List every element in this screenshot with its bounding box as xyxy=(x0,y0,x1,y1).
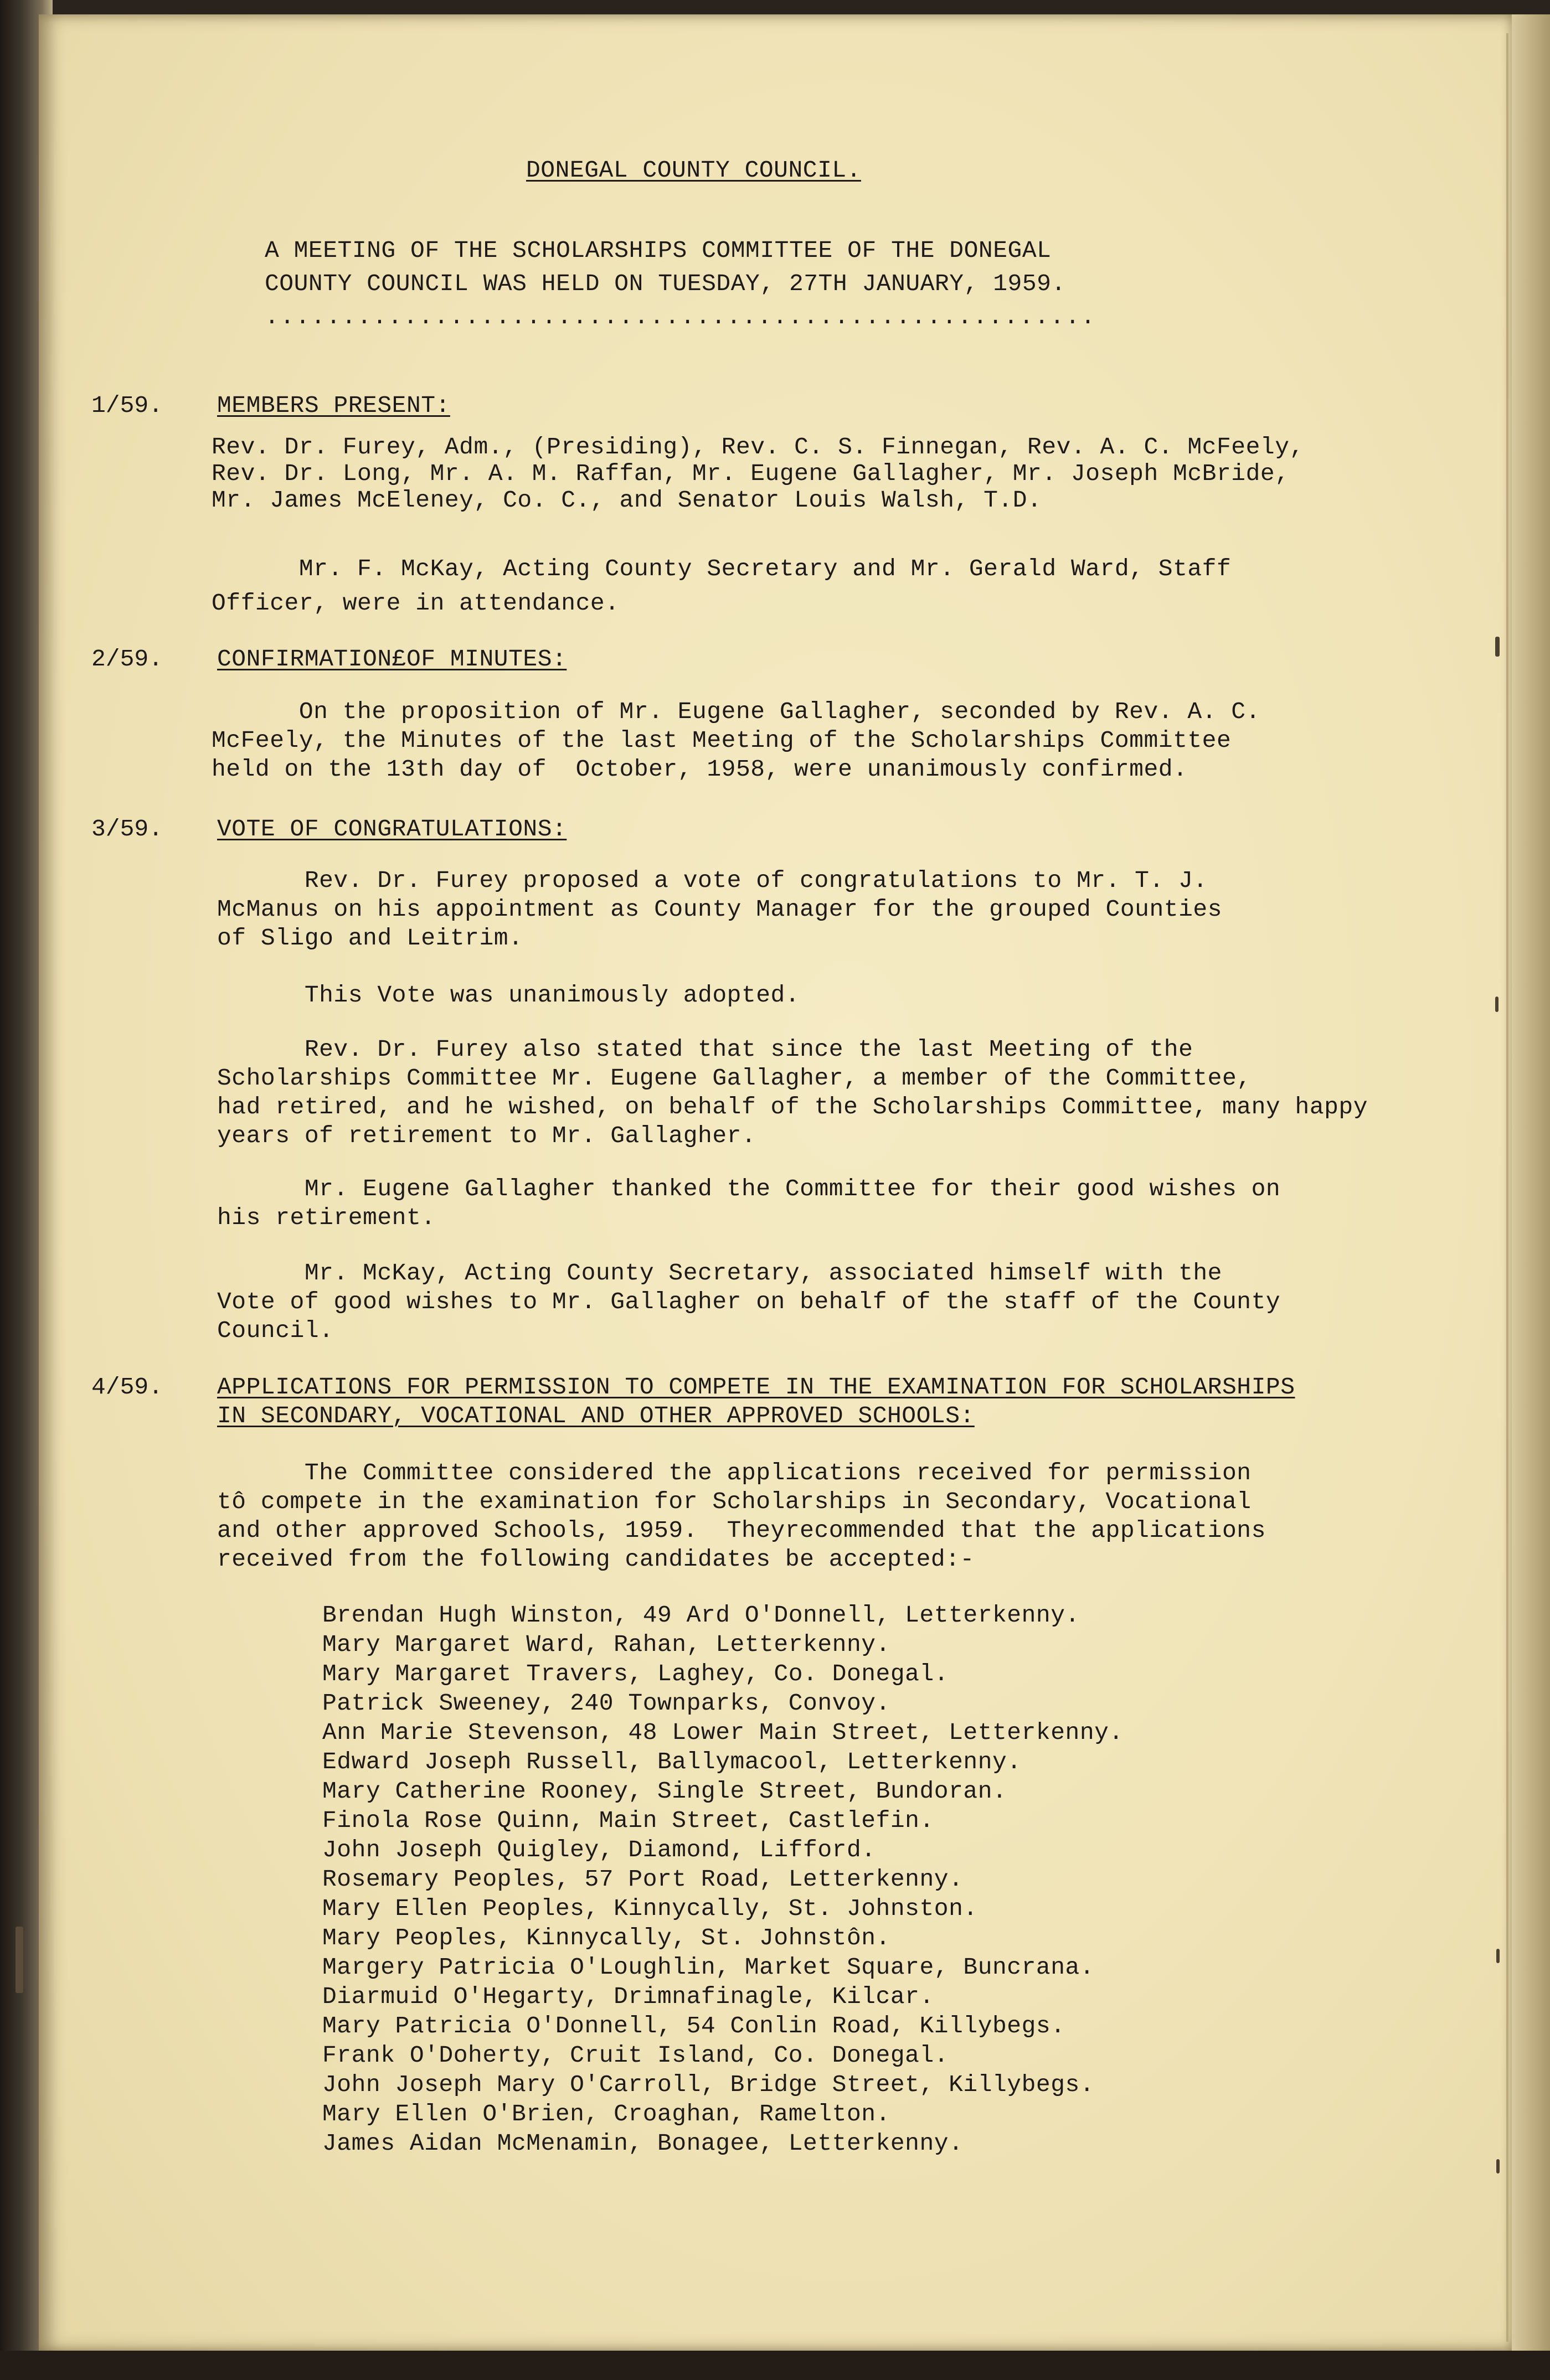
candidate-entry: Mary Patricia O'Donnell, 54 Conlin Road, Killybegs. xyxy=(322,2012,1065,2040)
page-stack-edge xyxy=(1512,14,1550,2351)
binding-mark xyxy=(16,1927,23,1993)
item-text-line: Rev. Dr. Furey, Adm., (Presiding), Rev. C. S. Finnegan, Rev. A. C. McFeely, xyxy=(212,433,1304,461)
item-text-line: his retirement. xyxy=(217,1204,436,1231)
candidate-entry: John Joseph Quigley, Diamond, Lifford. xyxy=(322,1836,876,1863)
item-text-line: Council. xyxy=(217,1317,334,1344)
candidate-entry: Mary Margaret Travers, Laghey, Co. Donegal. xyxy=(322,1660,949,1687)
page-edge-line xyxy=(1506,33,1508,2342)
item-text-line: years of retirement to Mr. Gallagher. xyxy=(217,1122,756,1149)
item-text-line: McFeely, the Minutes of the last Meeting of the Scholarships Committee xyxy=(212,727,1232,754)
candidate-entry: Margery Patricia O'Loughlin, Market Square, Buncrana. xyxy=(322,1954,1095,1981)
item-number: 4/59. xyxy=(91,1374,163,1401)
item-text-line: Scholarships Committee Mr. Eugene Gallagher, a member of the Committee, xyxy=(217,1065,1252,1092)
candidate-entry: Mary Ellen O'Brien, Croaghan, Ramelton. xyxy=(322,2100,890,2128)
item-text-line: of Sligo and Leitrim. xyxy=(217,925,523,952)
intro-line-2: COUNTY COUNCIL WAS HELD ON TUESDAY, 27TH JANUARY, 1959. xyxy=(265,270,1066,297)
candidate-entry: James Aidan McMenamin, Bonagee, Letterkenny. xyxy=(322,2130,964,2157)
candidate-entry: Edward Joseph Russell, Ballymacool, Letterkenny. xyxy=(322,1748,1022,1775)
candidate-entry: Diarmuid O'Hegarty, Drimnafinagle, Kilcar. xyxy=(322,1983,934,2010)
item-text-line: tô compete in the examination for Scholarships in Secondary, Vocational xyxy=(217,1488,1252,1515)
item-heading-line: APPLICATIONS FOR PERMISSION TO COMPETE IN THE EXAMINATION FOR SCHOLARSHIPS xyxy=(217,1374,1295,1401)
item-text-line: received from the following candidates be accepted:- xyxy=(217,1546,975,1573)
candidate-entry: Mary Catherine Rooney, Single Street, Bundoran. xyxy=(322,1778,1007,1805)
margin-mark xyxy=(1496,2159,1500,2174)
item-text-line: held on the 13th day of October, 1958, were unanimously confirmed. xyxy=(212,756,1188,783)
item-number: 2/59. xyxy=(91,646,163,673)
bottom-shadow xyxy=(0,2351,1550,2380)
candidate-entry: Brendan Hugh Winston, 49 Ard O'Donnell, Letterkenny. xyxy=(322,1602,1080,1629)
item-text-line: On the proposition of Mr. Eugene Gallagher, seconded by Rev. A. C. xyxy=(212,698,1260,725)
item-heading-line: IN SECONDARY, VOCATIONAL AND OTHER APPROVED SCHOOLS: xyxy=(217,1402,975,1429)
item-text-line: This Vote was unanimously adopted. xyxy=(217,982,800,1009)
candidate-entry: Mary Margaret Ward, Rahan, Letterkenny. xyxy=(322,1631,890,1658)
item-number: 1/59. xyxy=(91,392,163,419)
item-text-line: Officer, were in attendance. xyxy=(212,590,620,617)
item-heading: MEMBERS PRESENT: xyxy=(217,392,450,419)
margin-mark xyxy=(1495,997,1498,1012)
item-text-line: Rev. Dr. Long, Mr. A. M. Raffan, Mr. Eugene Gallagher, Mr. Joseph McBride, xyxy=(212,460,1290,487)
dotted-separator: ...................................................... xyxy=(265,303,1096,331)
candidate-entry: Rosemary Peoples, 57 Port Road, Letterkenny. xyxy=(322,1866,964,1893)
margin-mark xyxy=(1495,637,1500,657)
item-text-line: and other approved Schools, 1959. Theyrecommended that the applications xyxy=(217,1517,1266,1544)
item-text-line: McManus on his appointment as County Manager for the grouped Counties xyxy=(217,896,1222,923)
item-text-line: Rev. Dr. Furey also stated that since the last Meeting of the xyxy=(217,1036,1193,1063)
candidate-entry: John Joseph Mary O'Carroll, Bridge Street, Killybegs. xyxy=(322,2071,1095,2098)
item-number: 3/59. xyxy=(91,815,163,843)
candidate-entry: Ann Marie Stevenson, 48 Lower Main Street, Letterkenny. xyxy=(322,1719,1124,1746)
candidate-entry: Mary Peoples, Kinnycally, St. Johnstôn. xyxy=(322,1924,890,1952)
candidate-entry: Finola Rose Quinn, Main Street, Castlefin. xyxy=(322,1807,934,1834)
item-text-line: Mr. McKay, Acting County Secretary, associated himself with the xyxy=(217,1259,1222,1287)
item-text-line: Mr. James McEleney, Co. C., and Senator Louis Walsh, T.D. xyxy=(212,487,1042,514)
item-text-line: Mr. F. McKay, Acting County Secretary and Mr. Gerald Ward, Staff xyxy=(212,555,1232,582)
candidate-entry: Frank O'Doherty, Cruit Island, Co. Donegal. xyxy=(322,2042,949,2069)
item-text-line: Rev. Dr. Furey proposed a vote of congratulations to Mr. T. J. xyxy=(217,867,1208,894)
item-text-line: Mr. Eugene Gallagher thanked the Committee for their good wishes on xyxy=(217,1175,1281,1202)
margin-mark xyxy=(1496,1949,1500,1963)
intro-line-1: A MEETING OF THE SCHOLARSHIPS COMMITTEE OF THE DONEGAL xyxy=(265,237,1052,264)
item-text-line: had retired, and he wished, on behalf of the Scholarships Committee, many happy xyxy=(217,1093,1368,1121)
document-title: DONEGAL COUNTY COUNCIL. xyxy=(526,157,861,184)
item-heading: VOTE OF CONGRATULATIONS: xyxy=(217,815,567,843)
item-text-line: Vote of good wishes to Mr. Gallagher on behalf of the staff of the County xyxy=(217,1288,1281,1315)
item-heading: CONFIRMATION£OF MINUTES: xyxy=(217,646,567,673)
item-text-line: The Committee considered the applications received for permission xyxy=(217,1459,1252,1486)
candidate-entry: Mary Ellen Peoples, Kinnycally, St. Johnston. xyxy=(322,1895,978,1922)
candidate-entry: Patrick Sweeney, 240 Townparks, Convoy. xyxy=(322,1690,890,1717)
